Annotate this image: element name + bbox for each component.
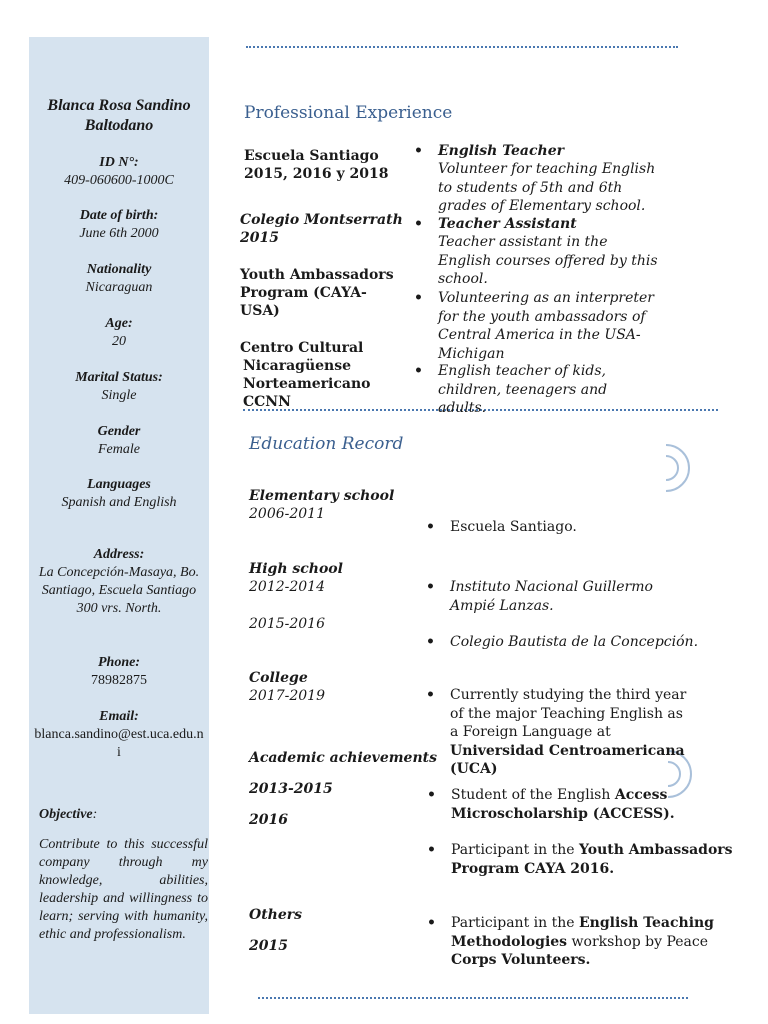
phone-value: 78982875 bbox=[91, 673, 147, 688]
address-value: La Concepción-Masaya, Bo. Santiago, Escuela Santiago 300 vrs. North. bbox=[38, 565, 200, 616]
edu-elementary-years: 2006-2011 bbox=[249, 506, 325, 522]
exp-item-1 bbox=[438, 142, 658, 216]
exp-place-2-name: Colegio Montserrath bbox=[240, 212, 403, 228]
languages-value: Spanish and English bbox=[61, 495, 177, 510]
gender-label: Gender bbox=[97, 424, 141, 439]
exp-item-2-title: • Teacher Assistant bbox=[438, 216, 577, 232]
gender-value: Female bbox=[98, 442, 140, 457]
edu-item-ach-2-text: Participant in the bbox=[451, 842, 579, 858]
exp-place-3-line: Youth Ambassadors bbox=[240, 267, 394, 283]
edu-item-ach-1-bold: Access Microscholarship (ACCESS). bbox=[451, 787, 675, 822]
edu-college-label: College bbox=[249, 670, 308, 686]
edu-others-label: Others bbox=[249, 907, 303, 923]
phone-label: Phone: bbox=[98, 655, 140, 670]
objective-block bbox=[39, 806, 208, 944]
edu-item-others-mid: workshop by Peace bbox=[567, 933, 709, 950]
edu-item-high-2: • Colegio Bautista de la Concepción. bbox=[450, 633, 700, 652]
nationality-value: Nicaraguan bbox=[85, 280, 153, 295]
exp-place-2-years: 2015 bbox=[240, 230, 279, 246]
education-heading: Education Record bbox=[249, 434, 404, 454]
edu-item-ach-2-bold: Youth Ambassadors Program CAYA 2016. bbox=[451, 842, 733, 877]
exp-place-4 bbox=[240, 339, 410, 411]
exp-item-1-title: • English Teacher bbox=[438, 143, 564, 159]
edu-item-ach-2 bbox=[451, 841, 741, 878]
exp-item-4: • English teacher of kids, children, teenagers and adults. bbox=[438, 362, 653, 418]
phone-block bbox=[29, 654, 209, 690]
dob-block bbox=[29, 207, 209, 243]
id-value: 409-060600-1000C bbox=[64, 173, 174, 188]
marital-label: Marital Status: bbox=[75, 370, 163, 385]
arc-decoration-icon bbox=[662, 442, 694, 494]
objective-label: Objective bbox=[39, 807, 93, 822]
person-name-block bbox=[29, 96, 209, 136]
edu-item-college-text: Currently studying the third year of the major Teaching English as a Foreign Language at bbox=[450, 687, 687, 740]
exp-place-3-line: Program (CAYA- bbox=[240, 285, 367, 301]
edu-ach-year-2: 2016 bbox=[249, 812, 288, 828]
objective-text: Contribute to this successful company through my knowledge, abilities, leadership and willingness to learn; serving with humanity, ethic and professionalism. bbox=[39, 837, 208, 942]
address-label: Address: bbox=[93, 547, 145, 562]
id-label: ID N°: bbox=[99, 155, 139, 170]
exp-place-3 bbox=[240, 266, 410, 320]
edu-college-years: 2017-2019 bbox=[249, 688, 325, 704]
edu-item-ach-1-text: Student of the English bbox=[451, 787, 615, 803]
edu-item-others-bold: English Teaching Methodologies bbox=[451, 915, 714, 950]
edu-item-college bbox=[450, 686, 690, 779]
exp-place-1-name: Escuela Santiago bbox=[244, 148, 379, 164]
edu-high-label: High school bbox=[249, 561, 343, 577]
edu-high-years-1: 2012-2014 bbox=[249, 579, 325, 595]
edu-item-ach-1 bbox=[451, 786, 691, 823]
nationality-block bbox=[29, 261, 209, 297]
exp-place-4-line: Centro Cultural bbox=[240, 340, 364, 356]
edu-achievements-label: Academic achievements bbox=[249, 750, 437, 766]
bottom-divider bbox=[258, 997, 688, 999]
experience-heading: Professional Experience bbox=[244, 103, 453, 123]
email-block bbox=[34, 708, 204, 762]
age-value: 20 bbox=[112, 334, 126, 349]
objective-colon: : bbox=[92, 807, 98, 822]
id-block bbox=[29, 154, 209, 190]
exp-item-1-text: Volunteer for teaching English to students of 5th and 6th grades of Elementary school. bbox=[438, 161, 656, 214]
exp-item-3: • Volunteering as an interpreter for the youth ambassadors of Central America in the USA-Michigan bbox=[438, 289, 658, 363]
email-value: blanca.sandino@est.uca.edu.ni bbox=[34, 727, 204, 760]
edu-item-others-bold-2: Corps Volunteers. bbox=[451, 952, 591, 968]
nationality-label: Nationality bbox=[86, 262, 152, 277]
edu-item-high-1: • Instituto Nacional Guillermo Ampié Lanzas. bbox=[450, 578, 700, 615]
top-divider bbox=[246, 46, 678, 48]
exp-place-4-line: Nicaragüense bbox=[243, 358, 352, 374]
edu-item-others-text: Participant in the bbox=[451, 915, 579, 931]
address-block bbox=[34, 546, 204, 618]
edu-elementary-label: Elementary school bbox=[249, 488, 395, 504]
exp-item-2-text: Teacher assistant in the English courses offered by this school. bbox=[438, 234, 658, 287]
dob-label: Date of birth: bbox=[79, 208, 159, 223]
edu-item-elementary: • Escuela Santiago. bbox=[450, 518, 700, 537]
exp-place-4-line: Norteamericano CCNN bbox=[243, 376, 371, 410]
person-name: Blanca Rosa Sandino Baltodano bbox=[47, 97, 191, 134]
exp-place-2 bbox=[240, 211, 410, 247]
exp-place-1-years: 2015, 2016 y 2018 bbox=[244, 166, 389, 182]
languages-label: Languages bbox=[87, 477, 151, 492]
age-block bbox=[29, 315, 209, 351]
marital-block bbox=[29, 369, 209, 405]
age-label: Age: bbox=[105, 316, 133, 331]
edu-item-others bbox=[451, 914, 741, 970]
email-label: Email: bbox=[99, 709, 139, 724]
edu-others-year: 2015 bbox=[249, 938, 288, 954]
edu-ach-year-1: 2013-2015 bbox=[249, 781, 333, 797]
exp-item-2 bbox=[438, 215, 658, 289]
languages-block bbox=[29, 476, 209, 512]
exp-place-1 bbox=[244, 147, 404, 183]
marital-value: Single bbox=[101, 388, 137, 403]
edu-high-years-2: 2015-2016 bbox=[249, 616, 325, 632]
exp-place-3-line: USA) bbox=[240, 303, 280, 319]
edu-item-college-bold: Universidad Centroamericana (UCA) bbox=[450, 742, 685, 777]
gender-block bbox=[29, 423, 209, 459]
dob-value: June 6th 2000 bbox=[79, 226, 159, 241]
